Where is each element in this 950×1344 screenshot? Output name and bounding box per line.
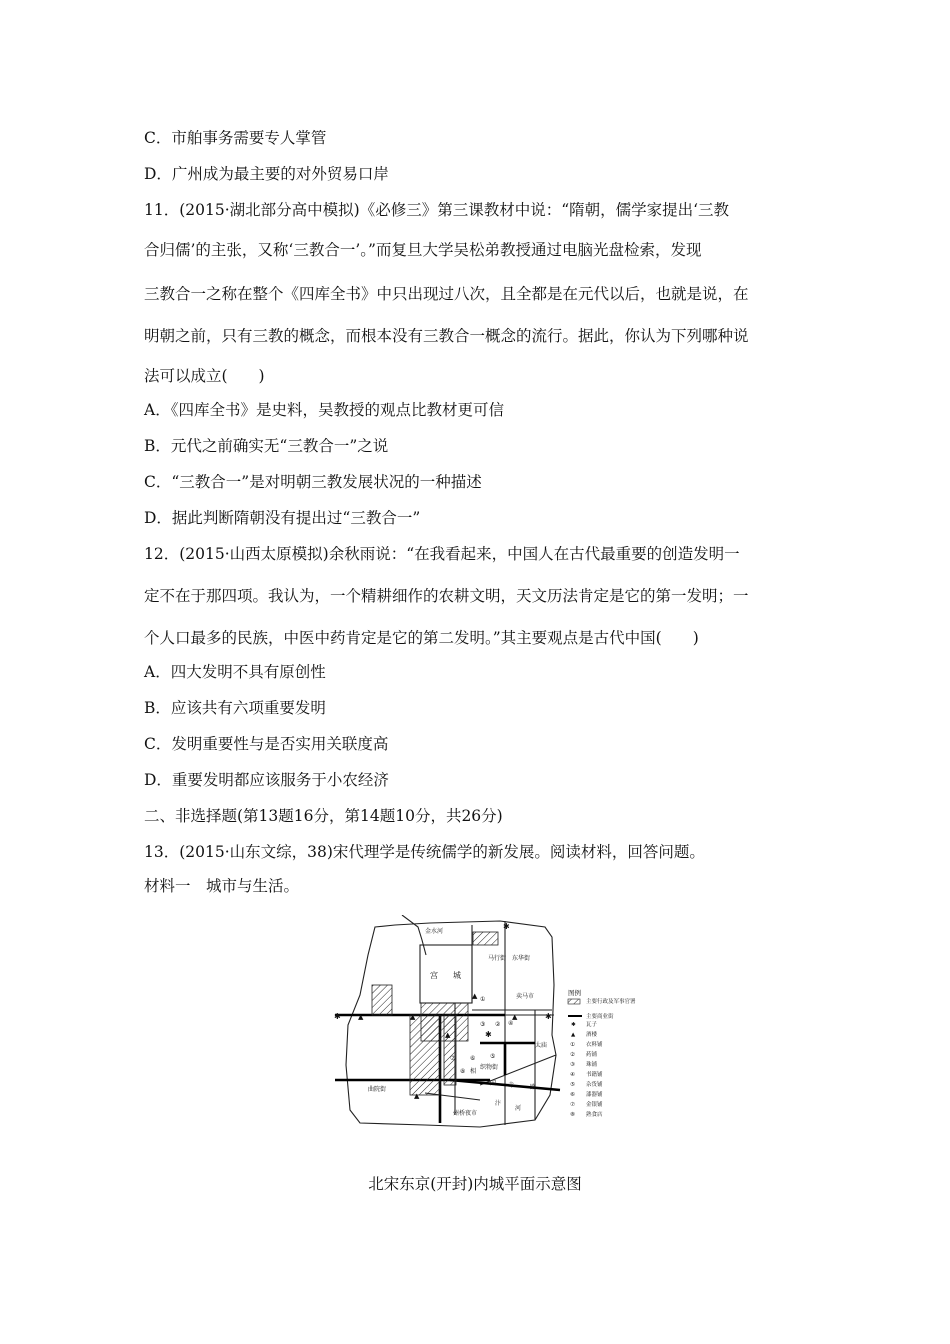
map-label-jinshui: 金水河	[425, 928, 444, 935]
legend-symbol: ⑥	[570, 1092, 575, 1098]
q12-line-3: 个人口最多的民族，中医中药肯定是它的第二发明。”其主要观点是古代中国( )	[144, 629, 699, 647]
government-office	[410, 1015, 440, 1095]
jiulou-icon: ▲	[472, 992, 478, 1000]
legend-item: 熟食店	[586, 1112, 603, 1118]
government-office	[444, 1015, 456, 1085]
map-label-si: 寺	[508, 1082, 515, 1089]
q12-option-b: B．应该共有六项重要发明	[144, 699, 326, 717]
q12-line-2: 定不在于那四项。我认为，一个精耕细作的农耕文明，天文历法肯定是它的第一发明；一	[144, 587, 749, 605]
q13-stem: 13．(2015·山东文综，38)宋代理学是传统儒学的新发展。阅读材料，回答问题。	[144, 843, 705, 861]
q11-option-c: C．“三教合一”是对明朝三教发展状况的一种描述	[144, 473, 482, 491]
legend-item: 主要行政及军事官署	[586, 999, 636, 1005]
map-label-lu: 路	[530, 1084, 537, 1091]
palace-city	[420, 945, 472, 1003]
q12-option-a: A．四大发明不具有原创性	[144, 663, 326, 681]
q10-option-c: C．市舶事务需要专人掌管	[144, 129, 327, 147]
map-marker: ⑦	[450, 1055, 456, 1062]
jiulou-icon: ▲	[445, 1031, 451, 1039]
jiulou-icon: ▲	[414, 1092, 420, 1100]
legend-item: 衣料铺	[586, 1042, 603, 1048]
q10-option-d: D．广州成为最主要的对外贸易口岸	[144, 165, 389, 183]
map-label-zhiwujie: 织物街	[480, 1064, 499, 1071]
legend-item: 药铺	[586, 1052, 598, 1058]
government-office	[372, 985, 392, 1015]
map-marker: ③	[480, 1021, 486, 1028]
legend-item: 漆器铺	[586, 1092, 603, 1098]
map-label-taimiao: 太庙	[535, 1042, 548, 1049]
map-marker: ⑤	[490, 1053, 496, 1060]
legend-title: 图例	[568, 989, 581, 997]
map-label-he: 河	[515, 1105, 522, 1112]
legend-symbol: ③	[570, 1062, 575, 1068]
q11-line-4: 明朝之前，只有三教的概念，而根本没有三教合一概念的流行。据此，你认为下列哪种说	[144, 327, 749, 345]
q11-option-b: B．元代之前确实无“三教合一”之说	[144, 437, 389, 455]
wazi-icon: ✱	[485, 1030, 492, 1039]
map-label-gong: 宫	[430, 971, 438, 980]
section-2-heading: 二、非选择题(第13题16分，第14题10分，共26分)	[144, 807, 503, 825]
map-marker: ②	[495, 1021, 501, 1028]
legend-symbol: ▲	[571, 1032, 576, 1038]
map-label-bian: 汴	[495, 1100, 502, 1107]
legend-item: 金银铺	[586, 1102, 603, 1108]
q12-line-1: 12．(2015·山西太原模拟)余秋雨说：“在我看起来，中国人在古代最重要的创造发明一	[144, 545, 740, 563]
map-marker: ⑧	[460, 1068, 466, 1075]
map-label-cheng: 城	[453, 971, 461, 980]
map-legend	[568, 988, 636, 1118]
legend-swatch-office	[568, 999, 580, 1004]
legend-item: 瓦子	[586, 1022, 598, 1028]
map-caption: 北宋东京(开封)内城平面示意图	[368, 1175, 582, 1193]
government-office	[473, 932, 498, 945]
q11-line-1: 11．(2015·湖北部分高中模拟)《必修三》第三课教材中说：“隋朝，儒学家提出‘三教	[144, 201, 730, 219]
wazi-icon: ✱	[545, 1012, 552, 1021]
jiulou-icon: ▲	[410, 1013, 416, 1021]
map-marker: ④	[508, 1020, 514, 1027]
legend-item: 杂货铺	[586, 1082, 603, 1088]
wazi-icon: ✱	[503, 922, 510, 931]
map-label-maimashi: 卖马市	[516, 993, 535, 1000]
legend-symbol: ④	[570, 1072, 575, 1078]
wazi-icon: ✱	[334, 1012, 341, 1021]
q11-option-a: A．《四库全书》是史料，吴教授的观点比教材更可信	[144, 401, 504, 419]
map-marker: ①	[480, 996, 486, 1003]
q13-material-1: 材料一 城市与生活。	[144, 877, 300, 895]
map-label-guo: 国	[490, 1080, 497, 1087]
kaifeng-city-map	[330, 915, 650, 1140]
q12-option-d: D．重要发明都应该服务于小农经济	[144, 771, 389, 789]
legend-symbol: ✱	[571, 1022, 576, 1028]
legend-item: 书籍铺	[586, 1072, 603, 1078]
q11-option-d: D．据此判断隋朝没有提出过“三教合一”	[144, 509, 421, 527]
map-label-zhoujiao: 州桥夜市	[453, 1110, 478, 1117]
legend-symbol: ②	[570, 1052, 575, 1058]
legend-symbol: ⑦	[570, 1102, 575, 1108]
map-marker: ⑥	[470, 1055, 476, 1062]
q11-line-3: 三教合一之称在整个《四库全书》中只出现过八次，且全都是在元代以后，也就是说，在	[144, 285, 749, 303]
jiulou-icon: ▲	[358, 1013, 364, 1021]
jiulou-icon: ▲	[512, 1013, 518, 1021]
map-label-dongmenjie: 东华街	[512, 955, 531, 962]
legend-symbol: ⑤	[570, 1082, 575, 1088]
jinshui-river	[402, 915, 426, 955]
map-label-xiang: 相	[470, 1068, 477, 1075]
legend-symbol: ①	[570, 1042, 575, 1048]
map-label-maxingjie: 马行街	[488, 955, 507, 962]
map-label-qujiang: 曲院街	[368, 1086, 387, 1093]
legend-item: 酒楼	[586, 1032, 598, 1038]
q11-line-5: 法可以成立( )	[144, 367, 265, 385]
q11-line-2: 合归儒’的主张，又称‘三教合一’。”而复旦大学吴松弟教授通过电脑光盘检索，发现	[144, 241, 702, 259]
q12-option-c: C．发明重要性与是否实用关联度高	[144, 735, 389, 753]
legend-symbol: ⑧	[570, 1112, 575, 1118]
legend-item: 珠铺	[586, 1062, 598, 1068]
legend-item: 主要商业街	[586, 1014, 614, 1020]
